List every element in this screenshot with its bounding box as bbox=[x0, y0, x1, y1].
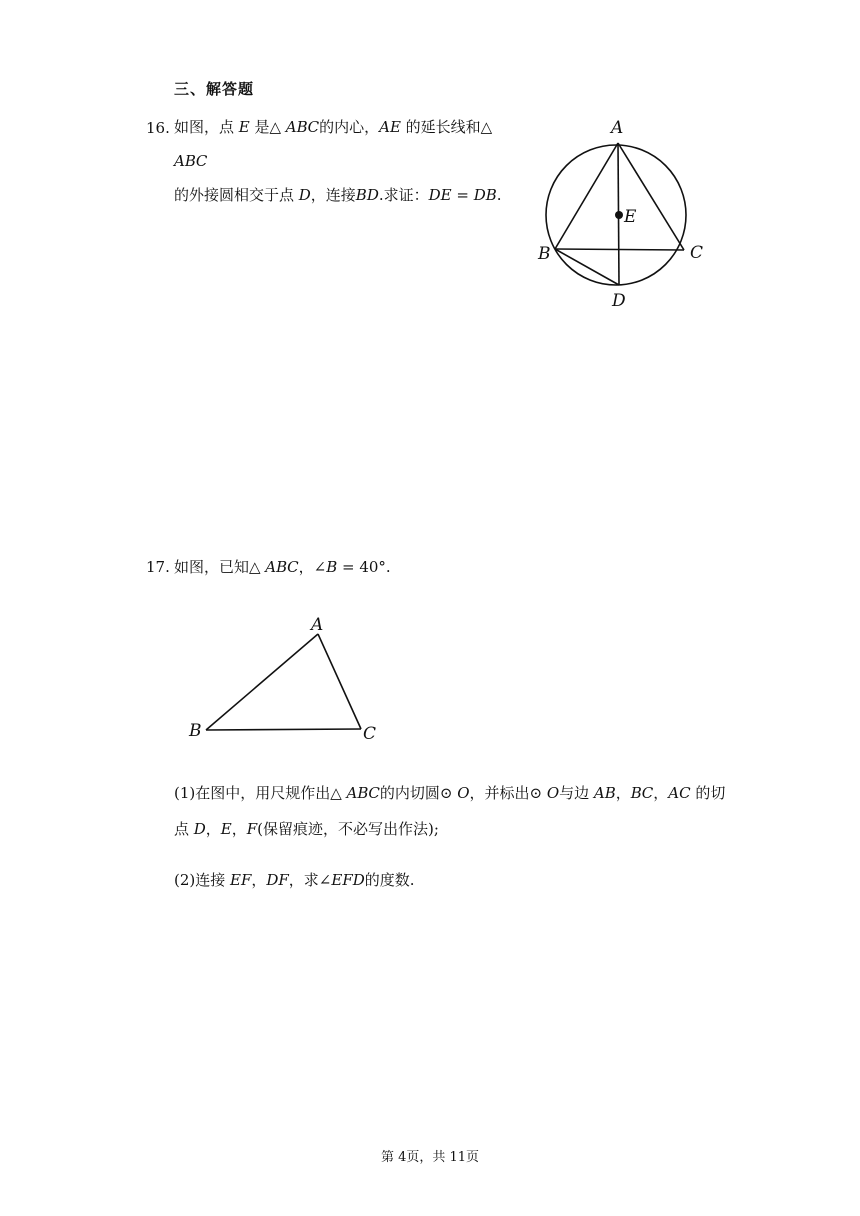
q17-part1 bbox=[174, 775, 734, 847]
label-b: B bbox=[538, 244, 551, 264]
segment-ab bbox=[555, 143, 618, 249]
label-a: A bbox=[311, 615, 324, 635]
label-e: E bbox=[624, 207, 637, 227]
segment-bc bbox=[206, 729, 361, 730]
q17-intro: 如图，已知△ 𝐴𝐵𝐶，∠𝐵 = 40°. bbox=[174, 558, 391, 576]
q16-text bbox=[174, 110, 524, 212]
section-title: 三、解答题 bbox=[174, 80, 255, 98]
segment-bd bbox=[555, 249, 619, 285]
label-b: B bbox=[189, 721, 202, 741]
q16-number: 16. bbox=[146, 119, 170, 137]
q17-part1-line2: 点 𝐷，𝐸，𝐹(保留痕迹，不必写出作法); bbox=[174, 820, 439, 838]
segment-ab bbox=[206, 634, 318, 730]
q17-figure bbox=[180, 610, 390, 750]
q17-part1-line1: (1)在图中，用尺规作出△ 𝐴𝐵𝐶的内切圆⊙ 𝑂，并标出⊙ 𝑂与边 𝐴𝐵，𝐵𝐶，𝐴𝐶 的切 bbox=[174, 784, 726, 802]
point-e bbox=[615, 211, 623, 219]
label-d: D bbox=[612, 291, 626, 311]
label-a: A bbox=[611, 118, 624, 138]
q16-line2: 的外接圆相交于点 𝐷，连接𝐵𝐷.求证：𝐷𝐸 = 𝐷𝐵. bbox=[174, 186, 502, 204]
q17-number: 17. bbox=[146, 558, 170, 576]
q16-figure bbox=[530, 112, 720, 312]
q17-part2: (2)连接 𝐸𝐹，𝐷𝐹，求∠𝐸𝐹𝐷的度数. bbox=[174, 871, 415, 889]
label-c: C bbox=[363, 724, 377, 744]
q16-line1: 如图，点 𝐸 是△ 𝐴𝐵𝐶的内心，𝐴𝐸 的延长线和△ 𝐴𝐵𝐶 bbox=[174, 118, 493, 170]
page-footer: 第 4页，共 11页 bbox=[380, 1150, 480, 1165]
label-c: C bbox=[690, 243, 704, 263]
segment-ac bbox=[318, 634, 361, 729]
segment-ac bbox=[618, 143, 684, 250]
